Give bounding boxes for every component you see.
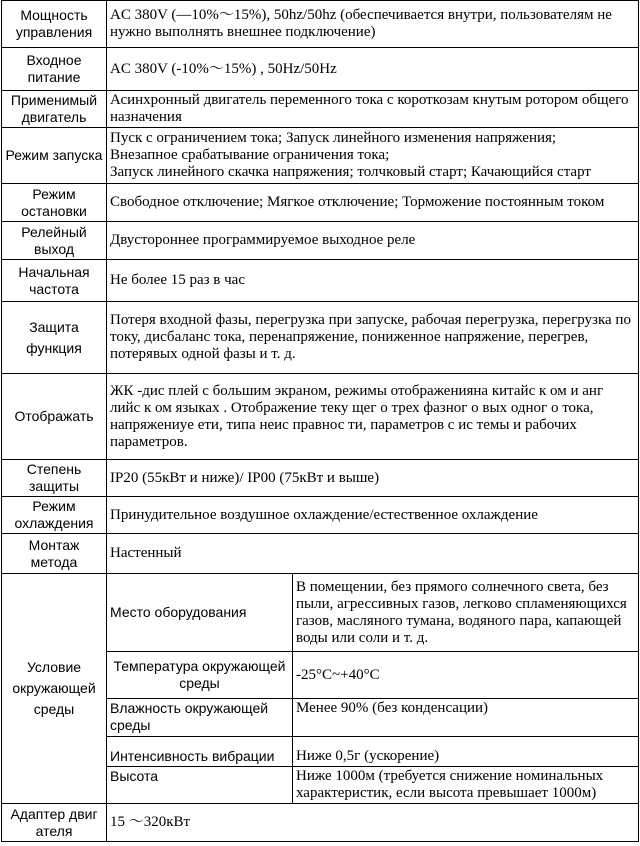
table-row-mount	[2, 534, 639, 574]
row-value-ip: IP20 (55кВт и ниже)/ IP00 (75кВт и выше)	[107, 460, 639, 497]
table-row-stop	[2, 184, 639, 222]
row-value-freq: Не более 15 раз в час	[107, 260, 639, 302]
table-row-motor	[2, 91, 639, 128]
env-value-vibration: Ниже 0,5г (ускорение)	[293, 737, 639, 767]
env-sublabel-place: Место оборудования	[107, 574, 293, 652]
row-label-mount: Монтаж метода	[2, 534, 107, 574]
row-label-display: Отображать	[2, 374, 107, 460]
start-mode-line: Пуск с ограничением тока; Запуск линейного изменения напряжения;	[110, 130, 557, 146]
env-value-altitude: Ниже 1000м (требуется снижение номинальных характеристик, если высота превышает 1000м)	[293, 767, 639, 804]
start-mode-line: Запуск линейного скачка напряжения; толчковый старт; Качающийся старт	[110, 164, 591, 180]
table-row-display	[2, 374, 639, 460]
row-value-adapter: 15 ～320кВт	[107, 804, 639, 842]
row-label-relay: Релейный выход	[2, 222, 107, 260]
table-row-adapter	[2, 804, 639, 842]
env-value-humidity: Менее 90% (без конденсации)	[293, 699, 639, 737]
row-value-stop: Свободное отключение; Мягкое отключение; Торможение постоянным током	[107, 184, 639, 222]
row-label-input: Входное питание	[2, 48, 107, 91]
row-label-protect: Защита функция	[2, 302, 107, 374]
spec-table	[1, 0, 639, 842]
table-row-power	[2, 1, 639, 48]
row-label-start: Режим запуска	[2, 128, 107, 184]
row-label-adapter: Адаптер двиг ателя	[2, 804, 107, 842]
row-value-relay: Двустороннее программируемое выходное реле	[107, 222, 639, 260]
row-label-env: Условие окружающей среды	[2, 574, 107, 804]
env-sublabel-altitude: Высота	[107, 767, 293, 804]
row-value-protect: Потеря входной фазы, перегрузка при запуске, рабочая перегрузка, перегрузка по току, дисбаланс тока, перенапряжение, пониженное напряжение, перегрев, потерявых одной фазы и т. д.	[107, 302, 639, 374]
env-sublabel-humidity: Влажность окружающей среды	[107, 699, 293, 737]
row-value-display: ЖК -дис плей с большим экраном, режимы отображенияна китайс к ом и анг лийс к ом языках . Отображение теку щег о трех фазног о вых одног о тока, напряжениye ети, типа неис правнос ти, параметров с ис темы и рабочих параметров.	[107, 374, 639, 460]
row-value-cooling: Принудительное воздушное охлаждение/естественное охлаждение	[107, 497, 639, 534]
row-label-ip: Степень защиты	[2, 460, 107, 497]
table-row-relay	[2, 222, 639, 260]
table-row-env-place	[2, 574, 639, 652]
row-value-start	[107, 128, 639, 184]
env-sublabel-temp: Температура окружающей среды	[107, 652, 293, 699]
table-row-ip	[2, 460, 639, 497]
table-row-start	[2, 128, 639, 184]
table-row-protect	[2, 302, 639, 374]
table-row-cooling	[2, 497, 639, 534]
env-value-temp: -25°C~+40°C	[293, 652, 639, 699]
row-label-motor: Применимый двигатель	[2, 91, 107, 128]
row-label-cooling: Режим охлаждения	[2, 497, 107, 534]
row-value-mount: Настенный	[107, 534, 639, 574]
env-value-place: В помещении, без прямого солнечного света, без пыли, агрессивных газов, легково спламеняющихся газов, масляного тумана, водяного пара, капающей воды или соли и т. д.	[293, 574, 639, 652]
row-label-freq: Начальная частота	[2, 260, 107, 302]
row-value-input: AC 380V (-10%～15%) , 50Hz/50Hz	[107, 48, 639, 91]
env-sublabel-vibration: Интенсивность вибрации	[107, 737, 293, 767]
start-mode-line: Внезапное срабатывание ограничения тока;	[110, 147, 390, 163]
row-value-motor: Асинхронный двигатель переменного тока с короткозам кнутым ротором общего назначения	[107, 91, 639, 128]
table-row-freq	[2, 260, 639, 302]
row-label-stop: Режим остановки	[2, 184, 107, 222]
row-label-power: Мощность управления	[2, 1, 107, 48]
table-row-input	[2, 48, 639, 91]
row-value-power: AC 380V (—10%～15%), 50hz/50hz (обеспечивается внутри, пользователям не нужно выполнять внешнее подключение)	[107, 1, 639, 48]
